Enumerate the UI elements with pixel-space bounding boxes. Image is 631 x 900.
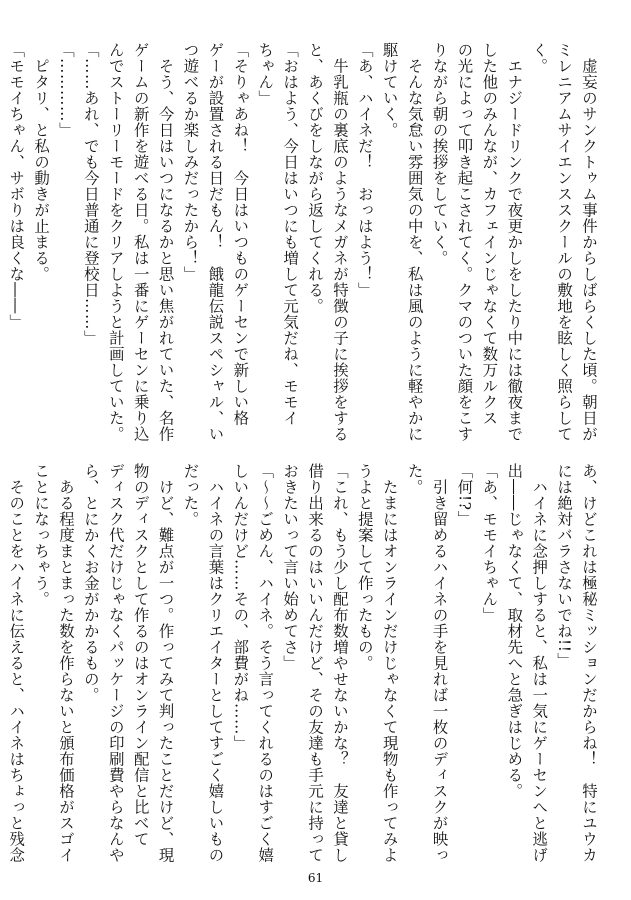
text-line: そう、今日はいつになるかと思い焦がれていた、名作	[156, 42, 175, 442]
text-line: ゲーが設置される日だもん！ 餓龍伝説スペシャル、い	[206, 42, 225, 442]
text-line: そんな気怠い雰囲気の中を、私は風のように軽やかに	[405, 42, 424, 442]
text-line: ゲームの新作を遊べる日。私は一番にゲーセンに乗り込	[131, 42, 150, 442]
text-line: ちゃん」	[256, 42, 275, 106]
text-line: 「何!?」	[455, 463, 474, 527]
text-line: けど、難点が一つ。作ってみて判ったことだけど、現	[156, 463, 175, 863]
text-line: 駆けていく。	[380, 42, 399, 138]
text-line: エナジードリンクで夜更かしをしたり中には徹夜まで	[505, 42, 524, 442]
text-line: ピタリ、と私の動きが止まる。	[32, 42, 51, 282]
text-line: には絶対バラさないでね!!」	[555, 463, 574, 669]
text-line: 「モモイちゃん、サボりは良くな――」	[7, 42, 26, 330]
text-line: ある程度まとまった数を作らないと頒布価格がスゴイ	[56, 463, 75, 863]
text-line: りながら朝の挨拶をしていく。	[430, 42, 449, 266]
text-line: たまにはオンラインだけじゃなくて現物も作ってみよ	[380, 463, 399, 863]
page-number: 61	[307, 871, 324, 885]
text-line: んでストーリーモードをクリアしようと計画していた。	[106, 42, 125, 442]
text-line: 「…………」	[56, 42, 75, 138]
text-line: 「そりゃあね！ 今日はいつものゲーセンで新しい格	[231, 42, 250, 426]
top-text-block	[7, 42, 601, 442]
text-line: おきたいって言い始めてさ」	[281, 463, 300, 671]
text-line: 虚妄のサンクトゥム事件からしばらくした頃。朝日が	[580, 42, 598, 442]
text-line: ハイネの言葉はクリエイターとしてすごく嬉しいもの	[206, 463, 225, 863]
text-line: た。	[405, 463, 424, 495]
text-line: 「おはよう、今日はいつにも増して元気だね、モモイ	[281, 42, 300, 426]
text-line: の光によって叩き起こされてく。クマのついた顔をこす	[455, 42, 474, 442]
text-line: 「これ、もう少し配布数増やせないかな？ 友達と貸し	[330, 463, 349, 863]
text-line: 引き留めるハイネの手を見れば一枚のディスクが映っ	[430, 463, 449, 863]
text-line: 「……あれ、でも今日普通に登校日……」	[81, 42, 100, 346]
text-line: ミレニアムサイエンススクールの敷地を眩しく照らして	[555, 42, 574, 442]
text-line: つ遊べるか楽しみだったから！」	[181, 42, 200, 282]
text-line: 牛乳瓶の裏底のようなメガネが特徴の子に挨拶をする	[330, 42, 349, 442]
text-line	[0, 42, 3, 424]
text-line: ことになっちゃう。	[32, 463, 51, 607]
text-line: と、あくびをしながら返してくれる。	[306, 42, 325, 314]
text-line: した他のみんなが、カフェインじゃなくて数万ルクス	[480, 42, 499, 426]
text-line: 「～～ごめん、ハイネ。そう言ってくれるのはすごく嬉	[256, 463, 275, 863]
text-line: ら、とにかくお金がかかるもの。	[81, 463, 100, 703]
text-line: 物のディスクとして作るのはオンライン配信と比べて	[131, 463, 150, 847]
text-line: ディスク代だけじゃなくパッケージの印刷費やらなんや	[106, 463, 125, 863]
text-line: うよと提案して作ったもの。	[355, 463, 374, 671]
text-line: 「あ、ハイネだ！ おっはよう！」	[355, 42, 374, 298]
text-line: あ、けどこれは極秘ミッションだからね！ 特にユウカ	[580, 463, 598, 863]
text-line: そのことをハイネに伝えると、ハイネはちょっと残念	[7, 463, 26, 863]
text-line: 「あ、モモイちゃん」	[480, 463, 499, 623]
text-line: く。	[530, 42, 549, 74]
text-line: 出――じゃなくて、取材先へと急ぎはじめる。	[505, 463, 524, 799]
text-line: 借り出来るのはいいんだけど、その友達も手元に持って	[306, 463, 325, 863]
text-line: だった。	[181, 463, 200, 527]
text-line: しいんだけど……その、部費がね……」	[231, 463, 250, 751]
bottom-text-block	[7, 463, 601, 863]
text-line: ハイネに念押しすると、私は一気にゲーセンへと逃げ	[530, 463, 549, 863]
